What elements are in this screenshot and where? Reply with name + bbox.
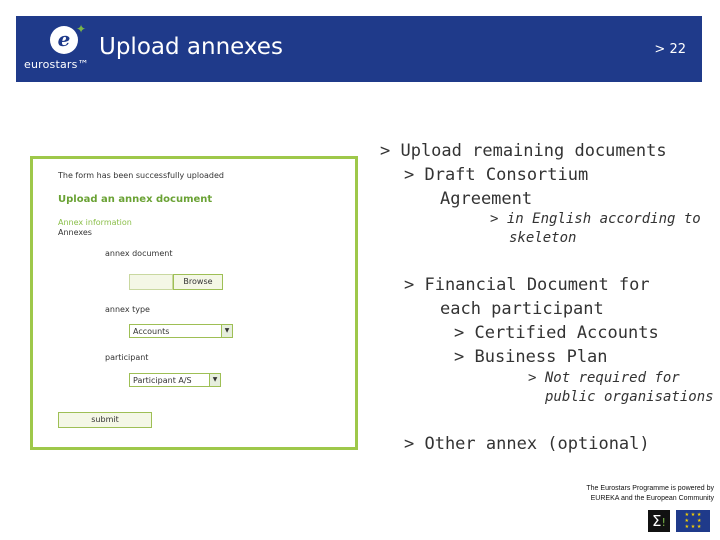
bullet-english-skeleton-cont: skeleton [509, 230, 577, 246]
bullet-financial-document-cont: each participant [440, 299, 604, 319]
type-label: annex type [105, 305, 150, 314]
bullet-financial-document: > Financial Document for [404, 275, 650, 295]
bullet-business-plan: > Business Plan [454, 347, 608, 367]
annexes-label: Annexes [58, 228, 92, 237]
participant-label: participant [105, 353, 149, 362]
bullet-english-skeleton: > in English according to [490, 211, 701, 227]
annex-type-select[interactable] [129, 324, 233, 338]
bullet-other-annex: > Other annex (optional) [404, 434, 650, 454]
chevron-down-icon[interactable]: ▼ [221, 325, 232, 337]
participant-select[interactable] [129, 373, 221, 387]
header-bar [16, 16, 702, 82]
chevron-down-icon[interactable]: ▼ [209, 374, 220, 386]
file-input[interactable] [129, 274, 173, 290]
annex-type-value: Accounts [133, 327, 170, 336]
document-label: annex document [105, 249, 173, 258]
bullet-draft-consortium-cont: Agreement [440, 189, 533, 209]
slide-title: Upload annexes [99, 34, 283, 60]
footer-note [520, 484, 714, 504]
logo-text: eurostars™ [24, 58, 89, 71]
slide-number: > 22 [654, 42, 686, 57]
logo-circle-icon: e [50, 26, 78, 54]
bullet-certified-accounts: > Certified Accounts [454, 323, 659, 343]
form-heading: Upload an annex document [58, 194, 213, 205]
bullet-upload-remaining: > Upload remaining documents [380, 141, 667, 161]
eureka-logo-icon: Σ! [648, 510, 670, 532]
success-message: The form has been successfully uploaded [58, 171, 224, 180]
participant-value: Participant A/S [133, 376, 192, 385]
eurostars-logo [24, 22, 104, 76]
submit-button[interactable]: submit [58, 412, 152, 428]
eu-flag-icon: ★ ★ ★ ★ ★ ★ ★ ★ [676, 510, 710, 532]
form-screenshot [30, 156, 358, 450]
bullet-not-required-cont: public organisations [545, 389, 714, 405]
footer-line-1: The Eurostars Programme is powered by [586, 485, 714, 492]
footer-line-2: EUREKA and the European Community [590, 495, 714, 502]
logo-star-icon: ✦ [76, 22, 87, 36]
bullet-not-required: > Not required for [528, 370, 680, 386]
bullet-draft-consortium: > Draft Consortium [404, 165, 589, 185]
form-subtitle: Annex information [58, 218, 132, 227]
browse-button[interactable]: Browse [173, 274, 223, 290]
